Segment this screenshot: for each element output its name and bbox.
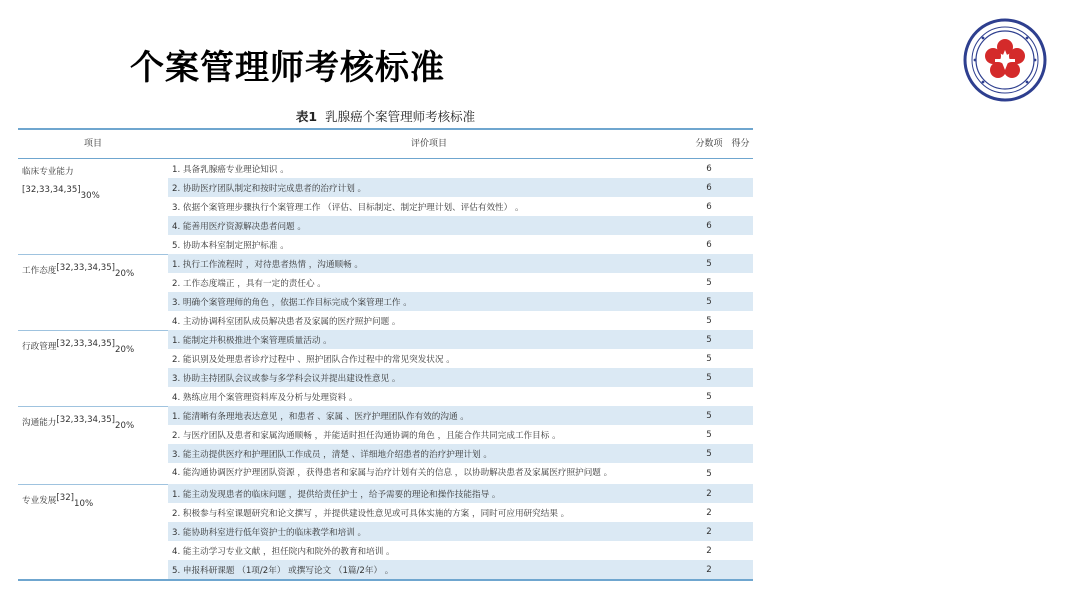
item-score: 5 xyxy=(706,315,712,326)
evaluation-item: 1. 能制定并积极推进个案管理质量活动 。 xyxy=(168,330,690,349)
evaluation-item: 4. 主动协调科室团队成员解决患者及家属的医疗照护问题 。 xyxy=(172,316,401,327)
item-score: 6 xyxy=(706,239,712,250)
category-cell xyxy=(18,484,168,580)
category-refs: [32,33,34,35] xyxy=(56,338,116,349)
evaluation-item: 4. 能主动学习专业文献 ，担任院内和院外的教育和培训 。 xyxy=(172,546,395,557)
item-score: 2 xyxy=(690,484,728,503)
earned-score-cell xyxy=(728,349,753,368)
category-weight: 10% xyxy=(74,498,94,509)
header-project: 项目 xyxy=(18,129,168,159)
earned-score-cell xyxy=(728,197,753,216)
earned-score-cell xyxy=(728,560,753,580)
earned-score-cell xyxy=(728,444,753,463)
earned-score-cell xyxy=(728,235,753,254)
item-score: 2 xyxy=(690,560,728,580)
category-refs: [32,33,34,35] xyxy=(56,414,116,425)
evaluation-item: 5. 协助本科室制定照护标准 。 xyxy=(172,240,289,251)
evaluation-item: 4. 能善用医疗资源解决患者问题 。 xyxy=(168,216,690,235)
item-score: 5 xyxy=(690,444,728,463)
category-cell xyxy=(18,406,168,484)
category-label: 工作态度 xyxy=(22,265,57,276)
evaluation-item: 1. 能主动发现患者的临床问题 ，提供给责任护士 ，给予需要的理论和操作技能指导 。 xyxy=(168,484,690,503)
table-caption-label: 表1 xyxy=(295,109,318,124)
header-items: 评价项目 xyxy=(168,129,690,159)
item-score: 2 xyxy=(706,545,712,556)
table-body xyxy=(18,159,753,581)
category-cell xyxy=(18,254,168,330)
evaluation-item: 3. 协助主持团队会议或参与多学科会议并提出建设性意见 。 xyxy=(168,368,690,387)
category-label: 行政管理 xyxy=(22,341,57,352)
category-weight: 20% xyxy=(115,420,135,431)
item-score: 5 xyxy=(690,368,728,387)
item-score: 6 xyxy=(690,178,728,197)
item-score: 6 xyxy=(706,163,712,174)
evaluation-item: 2. 协助医疗团队制定和按时完成患者的治疗计划 。 xyxy=(168,178,690,197)
earned-score-cell xyxy=(728,159,753,179)
table-row xyxy=(18,254,753,273)
earned-score-cell xyxy=(728,406,753,425)
category-weight: 20% xyxy=(115,268,135,279)
category-refs: [32] xyxy=(56,492,75,503)
table-header-row xyxy=(18,129,753,159)
earned-score-cell xyxy=(728,463,753,484)
table-caption xyxy=(18,107,753,125)
item-score: 5 xyxy=(706,468,712,479)
evaluation-item: 4. 熟练应用个案管理资料库及分析与处理资料 。 xyxy=(172,392,358,403)
item-score: 5 xyxy=(706,353,712,364)
hospital-logo xyxy=(963,18,1047,102)
earned-score-cell xyxy=(728,387,753,406)
item-score: 5 xyxy=(706,391,712,402)
evaluation-item: 1. 执行工作流程时 ，对待患者热情 ，沟通顺畅 。 xyxy=(168,254,690,273)
table-row xyxy=(18,484,753,503)
item-score: 5 xyxy=(706,429,712,440)
earned-score-cell xyxy=(728,484,753,503)
item-score: 5 xyxy=(690,406,728,425)
earned-score-cell xyxy=(728,216,753,235)
assessment-table xyxy=(18,128,753,581)
evaluation-item: 2. 工作态度端正 ，具有一定的责任心 。 xyxy=(172,278,326,289)
category-cell xyxy=(18,330,168,406)
evaluation-item: 3. 能主动提供医疗和护理团队工作成员 ，清楚 、详细地介绍患者的治疗护理计划 。 xyxy=(168,444,690,463)
item-score: 5 xyxy=(690,330,728,349)
evaluation-item: 2. 能识别及处理患者诊疗过程中 、照护团队合作过程中的常见突发状况 。 xyxy=(172,354,455,365)
earned-score-cell xyxy=(728,330,753,349)
category-refs: [32,33,34,35] xyxy=(56,262,116,273)
category-cell xyxy=(18,159,168,255)
evaluation-item: 3. 明确个案管理师的角色 ，依据工作目标完成个案管理工作 。 xyxy=(168,292,690,311)
header-earned: 得分 xyxy=(728,129,753,159)
earned-score-cell xyxy=(728,503,753,522)
evaluation-item: 5. 申报科研课题 （1项/2年） 或撰写论文 （1篇/2年） 。 xyxy=(168,560,690,580)
earned-score-cell xyxy=(728,254,753,273)
table-row xyxy=(18,330,753,349)
header-points: 分数项 xyxy=(690,129,728,159)
evaluation-item: 1. 具备乳腺癌专业理论知识 。 xyxy=(172,164,289,175)
category-weight: 30% xyxy=(80,191,100,201)
evaluation-item: 2. 积极参与科室课题研究和论文撰写 ，并提供建设性意见或可具体实施的方案 ，同时可应用研究结果 。 xyxy=(172,508,570,519)
evaluation-item: 2. 与医疗团队及患者和家属沟通顺畅 ，并能适时担任沟通协调的角色 ，且能合作共同完成工作目标 。 xyxy=(172,430,561,441)
slide-title: 个案管理师考核标准 xyxy=(130,48,445,88)
item-score: 2 xyxy=(690,522,728,541)
item-score: 2 xyxy=(706,507,712,518)
table-caption-text: 乳腺癌个案管理师考核标准 xyxy=(325,109,476,124)
table-row xyxy=(18,406,753,425)
earned-score-cell xyxy=(728,368,753,387)
category-refs: [32,33,34,35] xyxy=(22,185,81,195)
earned-score-cell xyxy=(728,541,753,560)
item-score: 5 xyxy=(706,277,712,288)
evaluation-item: 3. 依据个案管理步骤执行个案管理工作 （评估、目标制定、制定护理计划、评估有效性） 。 xyxy=(172,202,524,213)
category-label: 沟通能力 xyxy=(22,417,57,428)
earned-score-cell xyxy=(728,425,753,444)
category-label: 临床专业能力 xyxy=(22,167,74,177)
earned-score-cell xyxy=(728,273,753,292)
evaluation-item: 1. 能清晰有条理地表达意见 ，和患者 、家属 、医疗护理团队作有效的沟通 。 xyxy=(168,406,690,425)
earned-score-cell xyxy=(728,178,753,197)
item-score: 6 xyxy=(706,201,712,212)
evaluation-item: 3. 能协助科室进行低年资护士的临床教学和培训 。 xyxy=(168,522,690,541)
item-score: 5 xyxy=(690,254,728,273)
category-weight: 20% xyxy=(115,344,135,355)
earned-score-cell xyxy=(728,522,753,541)
earned-score-cell xyxy=(728,311,753,330)
item-score: 5 xyxy=(690,292,728,311)
category-label: 专业发展 xyxy=(22,495,57,506)
table-row xyxy=(18,159,753,179)
item-score: 6 xyxy=(690,216,728,235)
evaluation-item: 4. 能沟通协调医疗护理团队资源 ，获得患者和家属与治疗计划有关的信息 ，以协助解决患者及家属医疗照护问题 。 xyxy=(172,468,613,478)
earned-score-cell xyxy=(728,292,753,311)
